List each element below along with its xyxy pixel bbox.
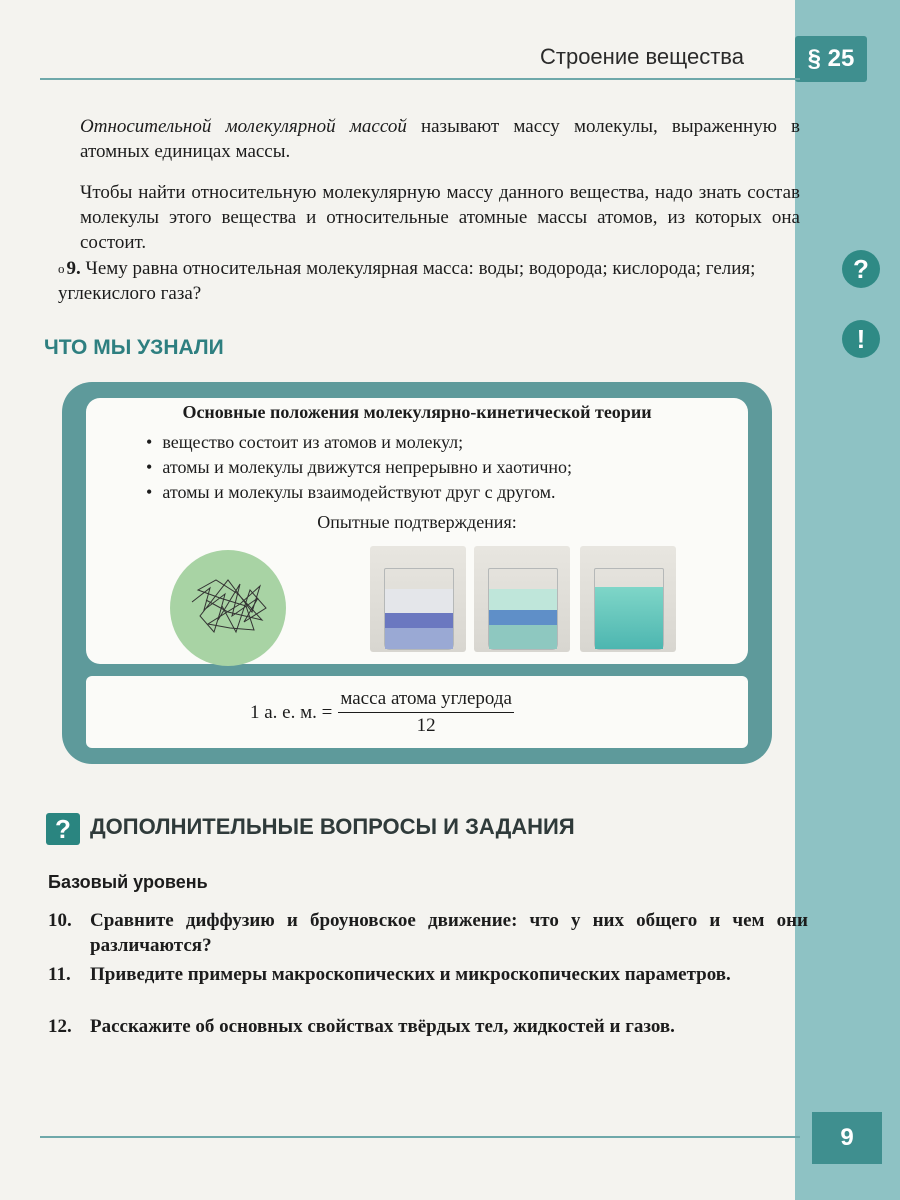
task-item (48, 1014, 808, 1039)
formula-numerator: масса атома углерода (338, 688, 514, 713)
list-item: • вещество состоит из атомов и молекул; (146, 430, 572, 455)
right-margin-band (795, 0, 900, 1200)
summary-heading: ЧТО МЫ УЗНАЛИ (44, 336, 224, 359)
chapter-title: Строение вещества (540, 44, 744, 69)
glass-icon (384, 568, 454, 650)
diffusion-photo-3 (580, 546, 676, 652)
page-number: 9 (812, 1112, 882, 1164)
molecular-mass-paragraph: Чтобы найти относительную молекулярную массу данного вещества, надо знать состав молекулы этого вещества и относительные атомные массы атомов, из которых она состоит. (80, 182, 800, 253)
question-square-icon: ? (46, 813, 80, 845)
mkt-title: Основные положения молекулярно-кинетической теории (182, 402, 652, 422)
question-9-text: Чему равна относительная молекулярная масса: воды; водорода; кислорода; гелия; углекислого газа? (58, 258, 756, 304)
section-number-tab: § 25 (795, 36, 867, 82)
brownian-motion-illustration (170, 550, 286, 666)
basic-level-label: Базовый уровень (48, 872, 208, 892)
glass-icon (488, 568, 558, 650)
formula-fraction (338, 688, 514, 737)
amu-formula (250, 688, 514, 737)
experimental-confirmations-label: Опытные подтверждения: (317, 512, 517, 532)
diffusion-photo-2 (474, 546, 570, 652)
task-text: Сравните диффузию и броуновское движение: что у них общего и чем они различаются? (90, 910, 808, 956)
question-icon: ? (842, 250, 880, 288)
list-item: • атомы и молекулы взаимодействуют друг с другом. (146, 480, 572, 505)
task-item (48, 962, 808, 987)
definition-term: Относительной молекулярной массой (80, 116, 407, 137)
list-item: • атомы и молекулы движутся непрерывно и хаотично; (146, 455, 572, 480)
header-divider (40, 78, 800, 80)
tasks-heading: ДОПОЛНИТЕЛЬНЫЕ ВОПРОСЫ И ЗАДАНИЯ (90, 814, 575, 839)
attention-icon: ! (842, 320, 880, 358)
brownian-path-icon (170, 550, 286, 666)
task-number: 11. (48, 964, 71, 985)
definition-text: называют массу молекулы, выраженную в атомных единицах массы. (80, 116, 800, 162)
task-text: Расскажите об основных свойствах твёрдых тел, жидкостей и газов. (90, 1016, 675, 1037)
glass-icon (594, 568, 664, 650)
formula-lhs: 1 а. е. м. = (250, 701, 333, 723)
question-marker: o (58, 261, 65, 276)
definition-paragraph (80, 114, 800, 164)
footer-divider (40, 1136, 800, 1138)
diffusion-photo-1 (370, 546, 466, 652)
formula-denominator: 12 (416, 715, 436, 736)
task-text: Приведите примеры макроскопических и микроскопических параметров. (90, 964, 731, 985)
task-item (48, 908, 808, 958)
task-number: 12. (48, 1016, 72, 1037)
mkt-principles-list (146, 430, 572, 505)
question-9 (58, 256, 800, 306)
task-number: 10. (48, 910, 72, 931)
question-9-number: 9. (66, 258, 81, 279)
